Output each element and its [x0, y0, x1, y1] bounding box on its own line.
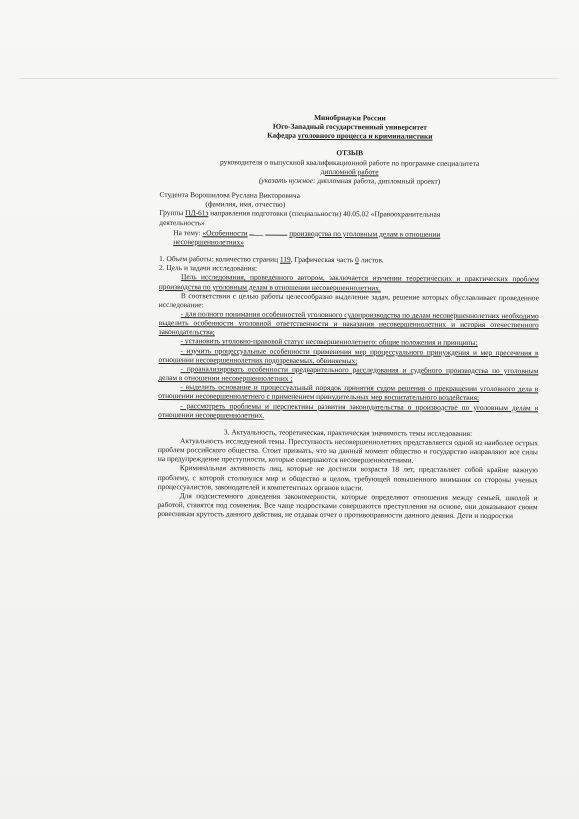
department-prefix: Кафедра — [267, 130, 296, 141]
work-type: дипломной работе — [320, 166, 379, 177]
topic-line: На тему: «Особенности производства по уголовным делам в отношении — [173, 227, 441, 239]
group-code: ПД-61з — [185, 208, 209, 218]
task-3: - изучить процессуальные особенности применения мер процессуального принуждения и мер пресечения в отношении несовершеннолетних подозреваемых, обвиняемых; — [158, 345, 539, 365]
topic-line-2: несовершеннолетних» — [173, 236, 245, 247]
relevance-para-2: Криминальная активность лиц, которые не достигли возраста 18 лет, представляет собой крайне важную проблему, с которой столкнулся мир и общество в целом, требующей повышенного внимания со стороны ученых процессуалистов, законодателей и компетентных органов власти. — [157, 463, 538, 493]
graphic-count: 0 — [355, 255, 359, 265]
scan-artifact-line — [20, 78, 559, 79]
doc-heading: ОТЗЫВ — [336, 148, 364, 158]
student-hint: (фамилия, имя, отчество) — [205, 199, 286, 210]
item-3: 3. Актуальность, теоретическая, практическая значимость темы исследования: — [223, 427, 473, 438]
task-5: - выделить основание и процессуальный порядок принятия судом решения о прекращении уголовного дела в отношении несовершеннолетнего с применением принудительных мер воспитательного воздействия; — [158, 382, 539, 403]
task-1: - для полного понимания особенностей уголовного судопроизводства по делам несовершеннолетних необходимо выделить особенности уголовной ответственности и наказания несовершеннолетних и история отечественного законодательства; — [158, 309, 539, 337]
topic-blank-1 — [249, 227, 263, 235]
task-2: - установить уголовно-правовой статус несовершеннолетнего: общие положения и принципы; — [180, 336, 478, 348]
page-count: 119 — [279, 254, 291, 264]
document-body — [158, 112, 540, 521]
group-line: Группы ПД-61з направления подготовки (специальности) 40.05.02 «Правоохранительная — [159, 208, 441, 220]
task-6: - рассмотреть проблемы и перспективы развития законодательства о производстве по уголовным делам в отношении несовершеннолетних. — [158, 400, 539, 420]
group-line-2: деятельность» — [159, 217, 205, 227]
topic-part-2: производства по уголовным делам в отношении — [289, 228, 441, 239]
doc-subtitle: руководителя о выпускной квалификационной работе по программе специалитета — [220, 156, 480, 168]
research-goal: Цель исследования, проведенного автором, заключается изучении теоретических и практических проблем производства по уголовным делам в отношении несовершеннолетних. — [158, 272, 540, 292]
task-4: - проанализировать особенности предварительного расследования и судебного производства по уголовным делам в отношении несовершеннолетних ; — [158, 364, 539, 383]
work-type-hint: (указать нужное: дипломная работа, дипломный проект) — [258, 175, 441, 186]
university-line: Юго-Западный государственный университет — [272, 121, 427, 132]
relevance-para-1: Актуальность исследуемой темы. Преступность несовершеннолетних представляется одной из наиболее острых проблем российского общества. Стоит признать, что на данный момент общество и государство направляют все силы на предупреждение преступности, которые совершаются несовершеннолетними. — [157, 436, 539, 465]
department-name: уголовного процесса и криминалистики — [297, 131, 433, 141]
topic-blank-2 — [265, 227, 287, 235]
ministry-line: Минобрнауки России — [314, 112, 386, 123]
item-1: 1. Объем работы: количество страниц 119, Графическая часть 0 листов. — [159, 254, 384, 265]
tasks-intro: В соответствии с целью работы целесообразно выделение задач, решение которых обуславливает проведенное исследование: — [158, 290, 539, 310]
topic-part-1: «Особенности — [202, 227, 248, 238]
student-name: Студента Ворошилова Руслана Викторовича — [159, 190, 300, 200]
item-2: 2. Цель и задачи исследования: — [159, 263, 258, 273]
relevance-para-3: Для подсистемного доведения закономерности, которые определяют отношения между семьей, школой и работой, ставятся под сомнения. Все чаще подростками совершаются преступления на основе, они доказывают своим ровесникам крутость данного действия, не отдавая отчет о противоправности данного деяния. Дети и подростки — [157, 491, 538, 521]
